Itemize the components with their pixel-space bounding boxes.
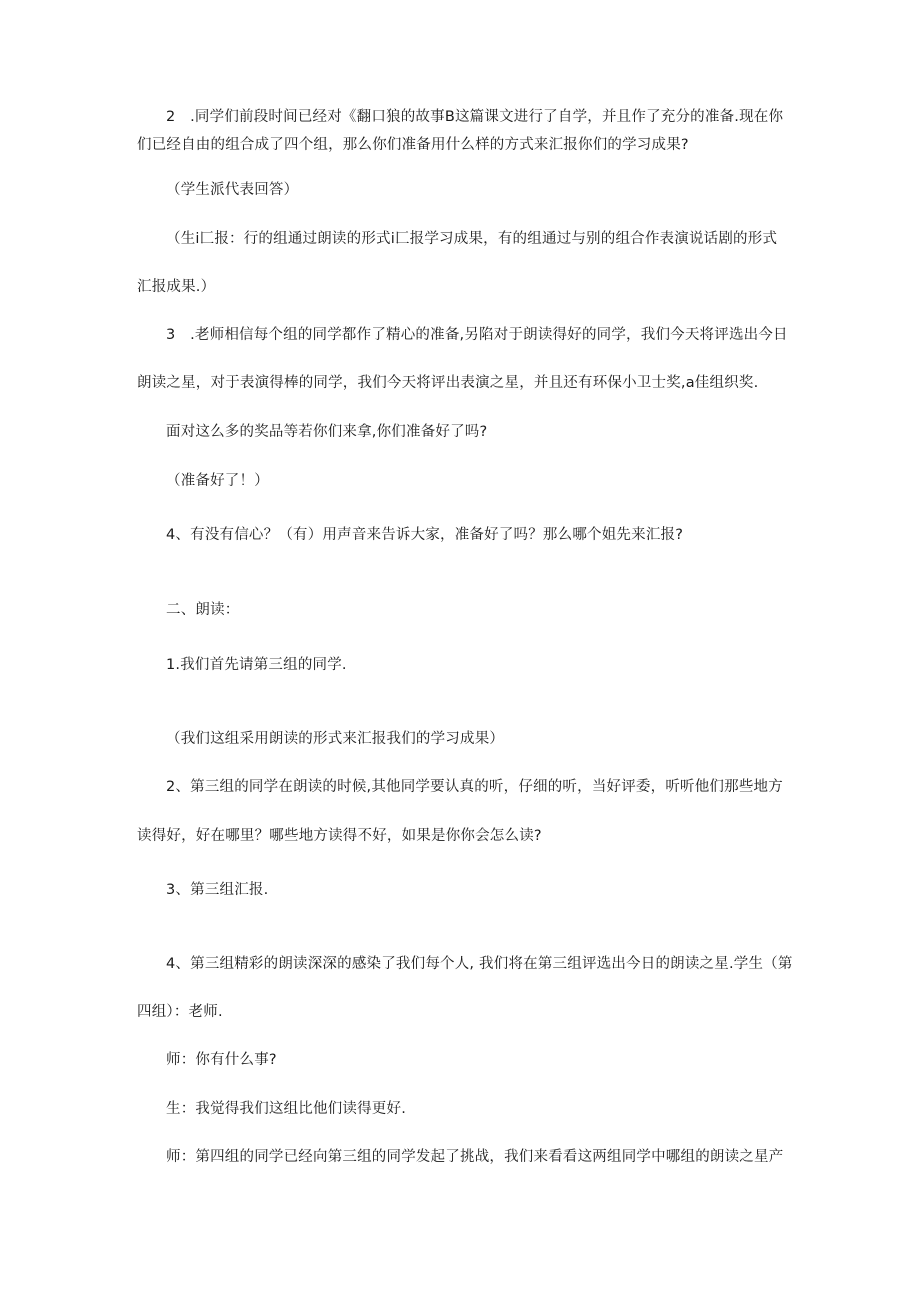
teacher-question: 师：你有什么事?: [166, 1052, 277, 1068]
prizes-question: 面对这么多的奖品等若你们来拿,你们准备好了吗?: [166, 424, 488, 440]
paragraph-2-line-1: 2 .同学们前段时间已经对《翻口狼的故事B这篇课文进行了自学，并且作了充分的准备.现在你: [166, 109, 784, 125]
reading-step-3: 3、第三组汇报.: [166, 882, 269, 898]
reading-step-4-line-1: 4、第三组精彩的朗读深深的感染了我们每个人, 我们将在第三组评选出今日的朗读之星.学生（第: [166, 956, 793, 972]
paragraph-3-line-1: 3 .老师相信每个组的同学都作了精心的准备,另陷对于朗读得好的同学，我们今天将评选出今日: [166, 327, 788, 343]
student-report-line-1: （生i匚报：行的组通过朗读的形式i匚报学习成果，有的组通过与别的组合作表演说话剧的形式: [166, 231, 778, 247]
student-reply: 生：我觉得我们这组比他们读得更好.: [166, 1101, 407, 1117]
group-response-note: （我们这组采用朗读的形式来汇报我们的学习成果）: [166, 731, 505, 747]
paragraph-4: 4、有没有信心？（有）用声音来告诉大家，准备好了吗？那么哪个姐先来汇报?: [166, 527, 684, 543]
ready-answer: （准备好了！）: [166, 473, 269, 489]
paragraph-3-line-2: 朗读之星，对于表演得棒的同学，我们今天将评出表演之星，并且还有环保小卫士奖,a佳组织奖.: [137, 375, 759, 391]
student-report-line-2: 汇报成果.）: [137, 279, 216, 295]
section-heading-reading: 二、朗读：: [166, 602, 240, 618]
paragraph-2-line-2: 们已经自由的组合成了四个组，那么你们准备用什么样的方式来汇报你们的学习成果?: [137, 137, 689, 153]
reading-step-1: 1.我们首先请第三组的同学.: [166, 657, 347, 673]
student-answer-note: （学生派代表回答）: [166, 182, 299, 198]
reading-step-2-line-2: 读得好，好在哪里？哪些地方读得不好，如果是你你会怎么读?: [137, 828, 542, 844]
teacher-challenge: 师：第四组的同学已经向第三组的同学发起了挑战，我们来看看这两组同学中哪组的朗读之星产: [166, 1149, 784, 1165]
reading-step-4-line-2: 四组）：老师.: [137, 1004, 223, 1020]
reading-step-2-line-1: 2、第三组的同学在朗读的时候,其他同学要认真的听，仔细的听，当好评委，听听他们那些地方: [166, 779, 783, 795]
